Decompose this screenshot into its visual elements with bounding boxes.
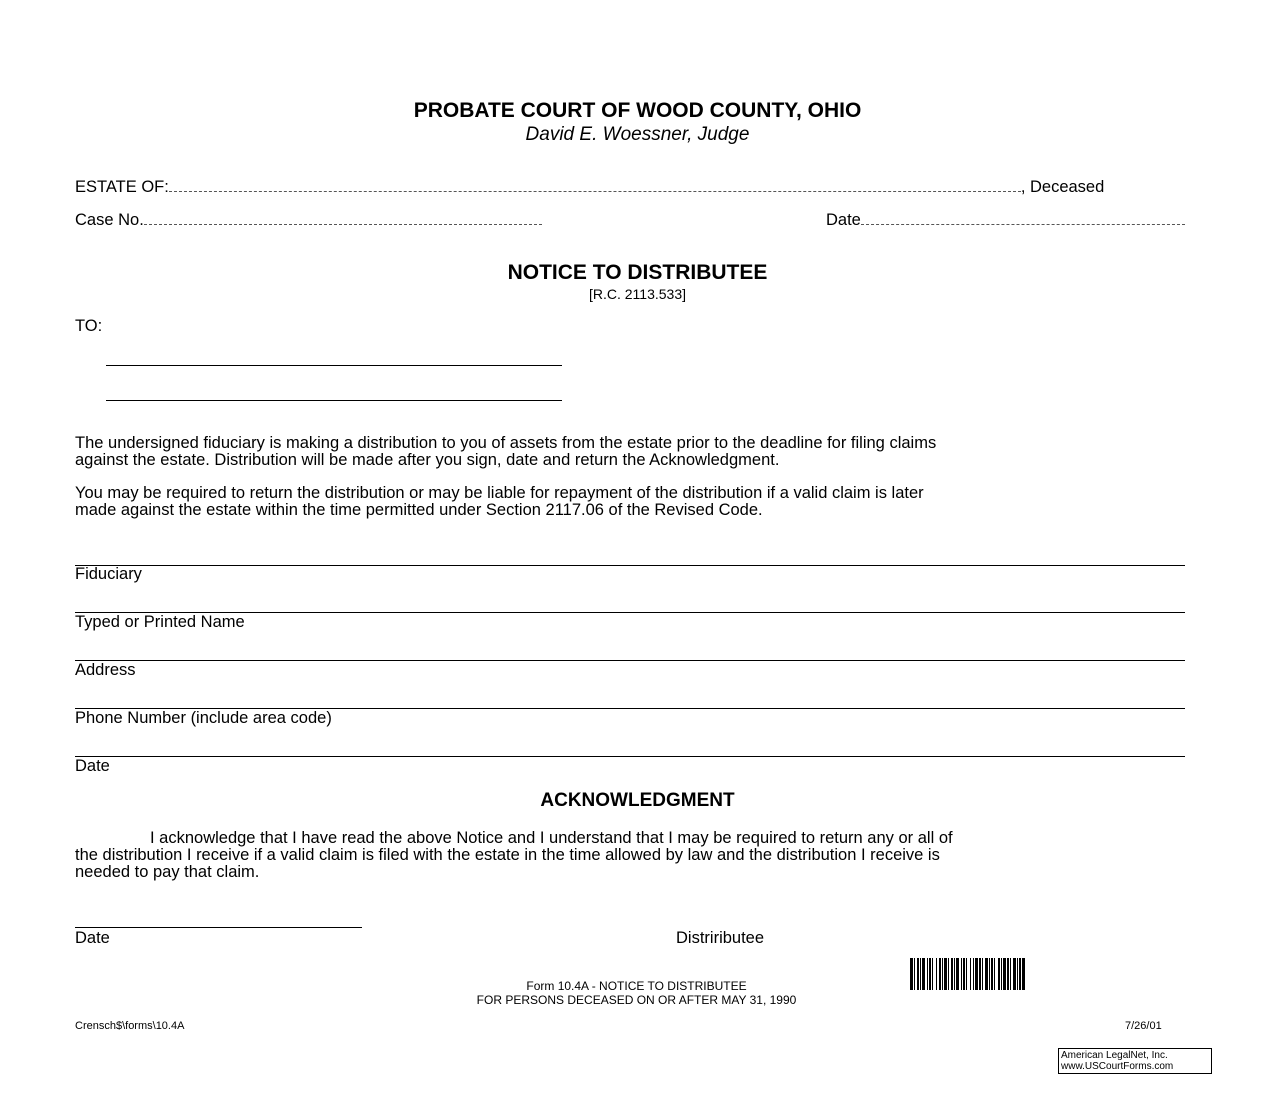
phone-label: Phone Number (include area code) xyxy=(75,709,332,727)
case-number-field[interactable] xyxy=(144,210,542,225)
fiduciary-label: Fiduciary xyxy=(75,565,142,583)
date-label: Date xyxy=(826,211,861,229)
body-para1-line1: The undersigned fiduciary is making a distribution to you of assets from the estate prior to the deadline for filing claims xyxy=(75,434,937,452)
ack-line3: needed to pay that claim. xyxy=(75,863,260,881)
body-para2-line2: made against the estate within the time permitted under Section 2117.06 of the Revised Code. xyxy=(75,501,763,519)
acknowledgment-title: ACKNOWLEDGMENT xyxy=(540,790,735,811)
date-field[interactable] xyxy=(861,210,1185,225)
ack-line2: the distribution I receive if a valid claim is filed with the estate in the time allowed by law and the distribution I receive is xyxy=(75,846,940,864)
case-number-row xyxy=(75,210,542,230)
estate-name-field[interactable] xyxy=(169,177,1021,192)
file-path: Crensch$\forms\10.4A xyxy=(75,1020,185,1032)
recipient-line-2[interactable] xyxy=(106,400,562,401)
date-row xyxy=(826,210,1185,230)
judge-name: David E. Woessner, Judge xyxy=(525,124,750,145)
fiduciary-date-line[interactable] xyxy=(75,756,1185,757)
form-number: Form 10.4A - NOTICE TO DISTRIBUTEE xyxy=(526,979,747,993)
fiduciary-signature-line[interactable] xyxy=(75,565,1185,566)
address-line[interactable] xyxy=(75,660,1185,661)
deceased-label: , Deceased xyxy=(1020,178,1105,196)
ack-date-label: Date xyxy=(75,929,110,947)
estate-of-label: ESTATE OF: xyxy=(75,178,169,196)
revision-date: 7/26/01 xyxy=(1125,1020,1162,1032)
notice-title: NOTICE TO DISTRIBUTEE xyxy=(507,261,768,284)
to-label: TO: xyxy=(75,317,103,335)
publisher-name: American LegalNet, Inc. xyxy=(1061,1050,1168,1061)
recipient-line-1[interactable] xyxy=(106,365,562,366)
publisher-url[interactable]: www.USCourtForms.com xyxy=(1061,1061,1174,1072)
distributee-label: Distriributee xyxy=(676,929,765,947)
ack-line1: I acknowledge that I have read the above Notice and I understand that I may be required to return any or all of xyxy=(150,829,953,847)
form-applicability: FOR PERSONS DECEASED ON OR AFTER MAY 31, 1990 xyxy=(476,993,797,1007)
body-para2-line1: You may be required to return the distribution or may be liable for repayment of the distribution if a valid claim is later xyxy=(75,484,924,502)
printed-name-label: Typed or Printed Name xyxy=(75,613,245,631)
ack-date-line[interactable] xyxy=(75,927,362,928)
address-label: Address xyxy=(75,661,136,679)
publisher-stamp xyxy=(1058,1048,1212,1074)
statute-reference: [R.C. 2113.533] xyxy=(588,286,687,302)
body-para1-line2: against the estate. Distribution will be made after you sign, date and return the Acknowledgment. xyxy=(75,451,780,469)
case-number-label: Case No. xyxy=(75,211,144,229)
estate-of-row xyxy=(75,177,1104,197)
fiduciary-date-label: Date xyxy=(75,757,110,775)
court-title: PROBATE COURT OF WOOD COUNTY, OHIO xyxy=(413,99,862,122)
